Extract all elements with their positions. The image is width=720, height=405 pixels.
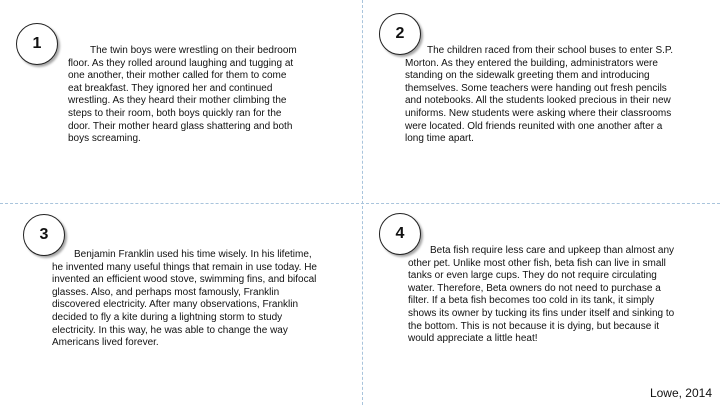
passage-text-4: Beta fish require less care and upkeep than almost any other pet. Unlike most other fish, beta fish can live in small tanks or even large cups. They do not require circulating water. Therefore, Beta owners do not need to purchase a filter. If a beta fish becomes too cold in its tank, it simply shows its owner by tucking its fins under itself and sinking to the bottom. This is not because it is dying, but because it would appreciate a little heat! [408,245,675,345]
passage-number-1: 1 [32,35,42,52]
passage-text-2: The children raced from their school buses to enter S.P. Morton. As they entered the building, administrators were standing on the sidewalk greeting them and introducing themselves. Some teachers were handing out fresh pencils and notebooks. All the students looked precious in their new uniforms. New students were asking where their classrooms were located. Old friends reunited with one another after a long time apart. [405,45,674,145]
passage-number-badge-1 [16,23,58,65]
horizontal-divider [0,203,720,204]
passage-number-4: 4 [395,225,405,242]
author-credit: Lowe, 2014 [649,386,712,400]
passage-text-3: Benjamin Franklin used his time wisely. In his lifetime, he invented many useful things that remain in use today. He invented an efficient wood stove, swimming fins, and bifocal glasses. Also, and perhaps most famously, Franklin discovered electricity. After many observations, Franklin decided to fly a kite during a lightning storm to study electricity. In this way, he was able to change the way Americans lived forever. [52,249,317,349]
passage-number-2: 2 [395,25,405,42]
passage-text-1: The twin boys were wrestling on their bedroom floor. As they rolled around laughing and tugging at one another, their mother called for them to come eat breakfast. They ignored her and continued wrestling. As they heard their mother climbing the steps to their room, both boys quickly ran for the door. Their mother heard glass shattering and both boys screaming. [68,45,297,145]
passage-number-3: 3 [39,226,49,243]
